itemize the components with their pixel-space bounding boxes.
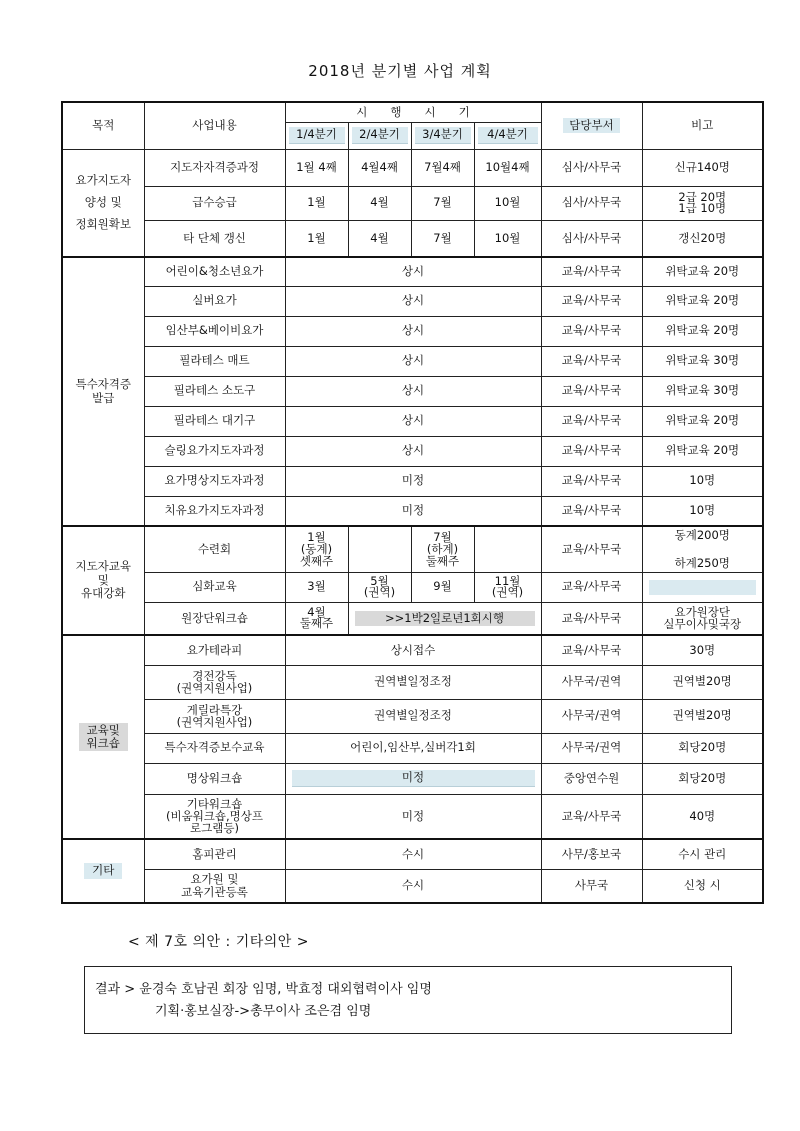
row-note: 수시 관리 [642, 839, 763, 869]
row-content: 기타워크숍 (비움워크숍,명상프 로그램등) [144, 794, 285, 839]
group-cell: 요가지도자 양성 및 정회원확보 [62, 149, 144, 257]
header-q3-label: 3/4분기 [415, 127, 471, 143]
row-content: 어린이&청소년요가 [144, 257, 285, 286]
row-content: 실버요가 [144, 286, 285, 316]
row-span [285, 763, 541, 794]
row-dept: 교육/사무국 [541, 286, 642, 316]
row-note: 위탁교육 30명 [642, 376, 763, 406]
row-dept: 교육/사무국 [541, 257, 642, 286]
row-note: 신규140명 [642, 149, 763, 186]
row-dept: 사무국/권역 [541, 665, 642, 699]
row-content: 경전강독 (권역지원사업) [144, 665, 285, 699]
group-cell [62, 635, 144, 839]
row-note [642, 572, 763, 602]
header-q3 [411, 122, 474, 149]
row-content: 게릴라특강 (권역지원사업) [144, 699, 285, 733]
row-dept: 교육/사무국 [541, 496, 642, 526]
row-dept: 교육/사무국 [541, 635, 642, 665]
meditation-plan-bar: 미정 [292, 770, 535, 786]
row-span: 상시 [285, 406, 541, 436]
row-q1: 1월 [285, 220, 348, 257]
row-dept: 교육/사무국 [541, 526, 642, 572]
row-content: 원장단워크숍 [144, 602, 285, 635]
row-note: 회당20명 [642, 733, 763, 763]
row-span: 상시 [285, 376, 541, 406]
row-note: 40명 [642, 794, 763, 839]
group-label-box: 교육및 워크숍 [79, 723, 128, 750]
row-note: 10명 [642, 466, 763, 496]
row-dept: 교육/사무국 [541, 376, 642, 406]
header-q1 [285, 122, 348, 149]
row-dept: 중앙연수원 [541, 763, 642, 794]
row-q1: 1월 [285, 186, 348, 220]
row-q3: 7월 (하계) 둘째주 [411, 526, 474, 572]
row-span: 상시접수 [285, 635, 541, 665]
row-content: 타 단체 갱신 [144, 220, 285, 257]
header-note: 비고 [642, 102, 763, 149]
row-q2 [348, 526, 411, 572]
row-span: 권역별일정조정 [285, 699, 541, 733]
row-note: 위탁교육 20명 [642, 436, 763, 466]
group-cell: 지도자교육 및 유대강화 [62, 526, 144, 635]
row-q3: 7월 [411, 220, 474, 257]
row-content: 임산부&베이비요가 [144, 316, 285, 346]
row-content: 슬링요가지도자과정 [144, 436, 285, 466]
row-content: 요가명상지도자과정 [144, 466, 285, 496]
row-content: 특수자격증보수교육 [144, 733, 285, 763]
row-content: 홈피관리 [144, 839, 285, 869]
row-q1: 4월 둘째주 [285, 602, 348, 635]
page-title: 2018년 분기별 사업 계획 [308, 62, 492, 80]
row-dept: 교육/사무국 [541, 316, 642, 346]
row-q4: 11월 (권역) [474, 572, 541, 602]
row-content: 필라테스 매트 [144, 346, 285, 376]
row-span: 권역별일정조정 [285, 665, 541, 699]
header-q2 [348, 122, 411, 149]
row-note: 위탁교육 20명 [642, 286, 763, 316]
header-period: 시 행 시 기 [285, 102, 541, 122]
row-q3: 9월 [411, 572, 474, 602]
row-dept: 사무국 [541, 869, 642, 903]
row-span: 수시 [285, 839, 541, 869]
header-q1-label: 1/4분기 [289, 127, 345, 143]
header-purpose: 목적 [62, 102, 144, 149]
header-content: 사업내용 [144, 102, 285, 149]
row-q2: 4월4째 [348, 149, 411, 186]
row-q2: 4월 [348, 186, 411, 220]
row-q1: 3월 [285, 572, 348, 602]
row-content: 필라테스 대기구 [144, 406, 285, 436]
note-highlight-bar [649, 580, 757, 595]
header-dept-label: 담당부서 [563, 118, 619, 133]
row-note: 신청 시 [642, 869, 763, 903]
row-note: 권역별20명 [642, 665, 763, 699]
row-dept: 사무국/권역 [541, 699, 642, 733]
row-q4: 10월 [474, 220, 541, 257]
header-q4 [474, 122, 541, 149]
row-note: 위탁교육 20명 [642, 257, 763, 286]
row-content: 요가테라피 [144, 635, 285, 665]
row-span: 상시 [285, 257, 541, 286]
header-q4-label: 4/4분기 [478, 127, 538, 143]
row-q2: 4월 [348, 220, 411, 257]
row-dept: 사무국/권역 [541, 733, 642, 763]
plan-table [61, 101, 764, 904]
row-dept: 심사/사무국 [541, 149, 642, 186]
result-line-1: 결과 > 윤경숙 호남권 회장 임명, 박효정 대외협력이사 임명 [95, 982, 432, 997]
row-span: 상시 [285, 286, 541, 316]
row-content: 심화교육 [144, 572, 285, 602]
row-q3: 7월4째 [411, 149, 474, 186]
header-dept [541, 102, 642, 149]
row-note: 2급 20명 1급 10명 [642, 186, 763, 220]
row-dept: 교육/사무국 [541, 466, 642, 496]
row-dept: 교육/사무국 [541, 346, 642, 376]
row-dept: 사무/홍보국 [541, 839, 642, 869]
row-span: 미정 [285, 794, 541, 839]
row-q1: 1월 (동계) 셋째주 [285, 526, 348, 572]
group-cell [62, 839, 144, 903]
row-dept: 심사/사무국 [541, 220, 642, 257]
row-span: 상시 [285, 316, 541, 346]
row-note: 요가원장단 실무이사및국장 [642, 602, 763, 635]
result-line-2: 기획·홍보실장->총무이사 조은겸 임명 [155, 1004, 372, 1019]
row-note: 갱신20명 [642, 220, 763, 257]
row-span: 미정 [285, 466, 541, 496]
row-q4 [474, 526, 541, 572]
agenda-heading: < 제 7호 의안 : 기타의안 > [128, 934, 309, 950]
row-span: 어린이,임산부,실버각1회 [285, 733, 541, 763]
row-dept: 교육/사무국 [541, 436, 642, 466]
row-note: 권역별20명 [642, 699, 763, 733]
row-content: 수련회 [144, 526, 285, 572]
row-dept: 교육/사무국 [541, 406, 642, 436]
row-span: 미정 [285, 496, 541, 526]
row-note: 10명 [642, 496, 763, 526]
row-dept: 교육/사무국 [541, 572, 642, 602]
row-span: 수시 [285, 869, 541, 903]
row-q4: 10월 [474, 186, 541, 220]
group-cell: 특수자격증 발급 [62, 257, 144, 526]
row-q3: 7월 [411, 186, 474, 220]
row-content: 치유요가지도자과정 [144, 496, 285, 526]
row-span: 상시 [285, 346, 541, 376]
row-content: 명상워크숍 [144, 763, 285, 794]
row-content: 급수승급 [144, 186, 285, 220]
result-box [84, 966, 732, 1034]
row-q4: 10월4째 [474, 149, 541, 186]
row-note: 위탁교육 20명 [642, 406, 763, 436]
row-dept: 교육/사무국 [541, 794, 642, 839]
row-note: 동계200명 하계250명 [642, 526, 763, 572]
row-note: 회당20명 [642, 763, 763, 794]
row-span [348, 602, 541, 635]
row-q2: 5월 (권역) [348, 572, 411, 602]
row-content: 요가원 및 교육기관등록 [144, 869, 285, 903]
row-span: 상시 [285, 436, 541, 466]
group-label-box: 기타 [84, 863, 122, 878]
row-dept: 심사/사무국 [541, 186, 642, 220]
row-dept: 교육/사무국 [541, 602, 642, 635]
row-note: 30명 [642, 635, 763, 665]
row-content: 지도자자격증과정 [144, 149, 285, 186]
header-q2-label: 2/4분기 [352, 127, 408, 143]
row-note: 위탁교육 20명 [642, 316, 763, 346]
row-content: 필라테스 소도구 [144, 376, 285, 406]
row-note: 위탁교육 30명 [642, 346, 763, 376]
workshop-plan-bar: >>1박2일로년1회시행 [355, 611, 535, 626]
row-q1: 1월 4째 [285, 149, 348, 186]
